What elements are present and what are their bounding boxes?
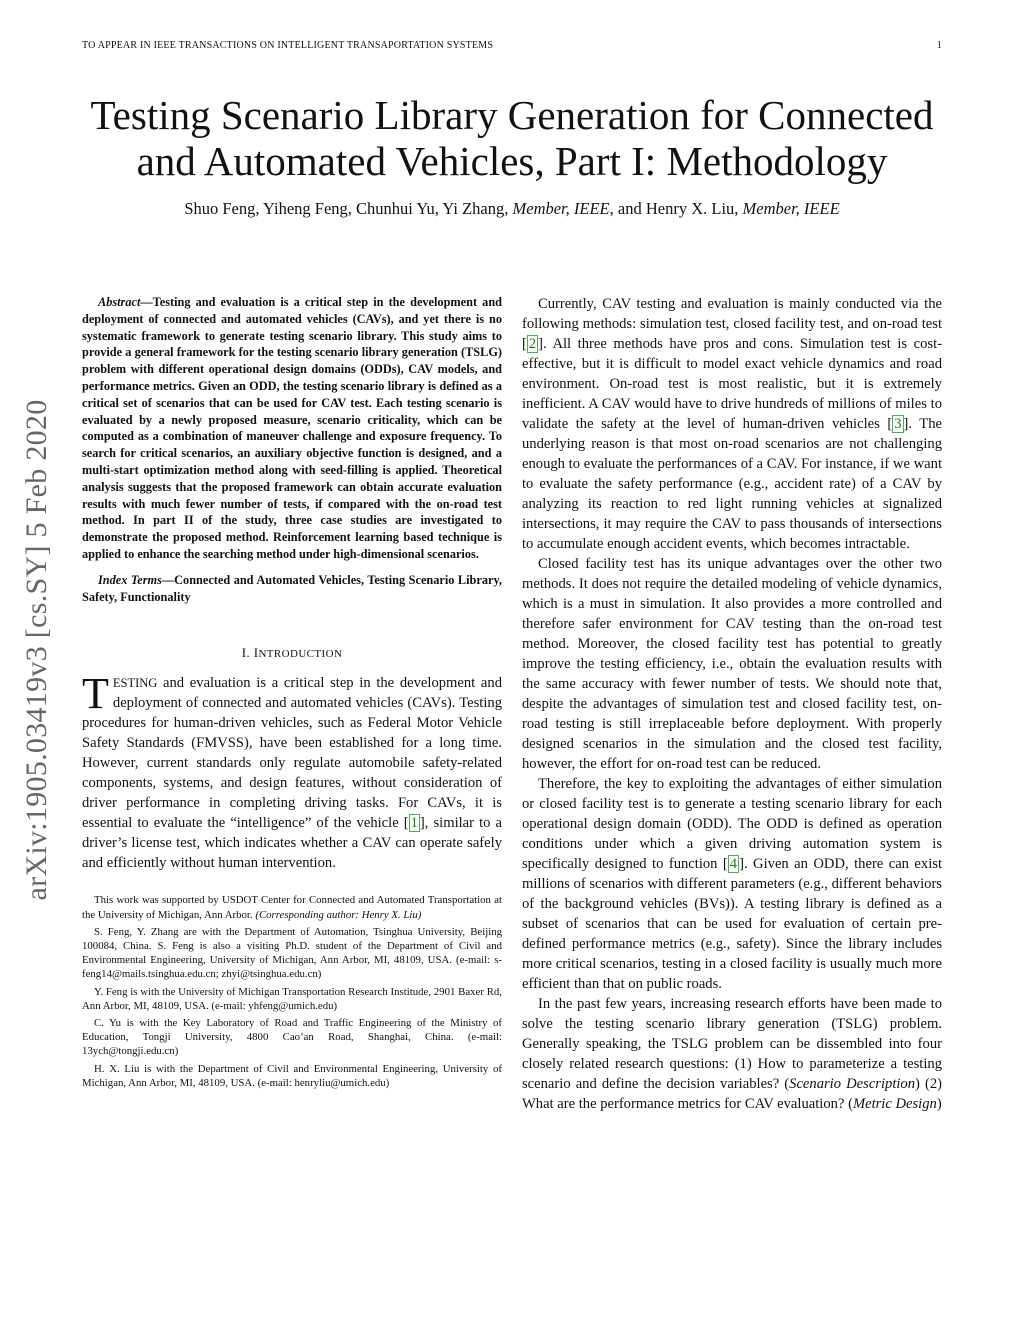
intro-small-caps: ESTING <box>112 676 158 691</box>
index-terms <box>82 572 502 606</box>
title-line-1: Testing Scenario Library Generation for Connected <box>90 92 934 138</box>
footnote-affiliation: C. Yu is with the Key Laboratory of Road and Traffic Engineering of the Ministry of Education, Tongji University, 4800 Cao’an Road, Shanghai, China. (e-mail: 13ych@tongji.edu.cn) <box>82 1016 502 1058</box>
emphasis-text: Metric Design <box>852 1096 937 1112</box>
paragraph-text: ]. The underlying reason is that most on-road scenarios are not challenging enough to evaluate the performances of a CAV. For instance, if we want to evaluate the safety performance (e.g., accident rate) of a CAV by analyzing its reaction to red light running vehicles at signalized intersections, it may require the CAV to pass thousands of intersections to accumulate enough accident events, which becomes intractable. <box>522 416 942 552</box>
footnote-text: This work was supported by USDOT Center for Connected and Automated Transportation at the University of Michigan, Ann Arbor. <box>82 894 502 921</box>
index-terms-text: —Connected and Automated Vehicles, Testing Scenario Library, Safety, Functionality <box>82 572 502 604</box>
author-names-last: , and Henry X. Liu, <box>609 199 743 218</box>
arxiv-identifier: arXiv:1905.03419v3 [cs.SY] 5 Feb 2020 <box>20 399 53 901</box>
intro-text-b: ], similar to a driver’s license test, which indicates whether a CAV can operate safely and efficiently without human intervention. <box>82 815 502 872</box>
intro-text-a: and evaluation is a critical step in the development and deployment of connected and automated vehicles (CAVs). Testing procedures for human-driven vehicles, such as Federal Motor Vehicle Safety Standards (FMVSS), have been established for a long time. However, current standards only regulate automobile safety-related components, systems, and design features, without consideration of driver performance in completing driving tasks. For CAVs, it is essential to evaluate the “intelligence” of the vehicle [ <box>82 675 502 832</box>
paper-title <box>60 92 964 184</box>
page-number: 1 <box>936 40 942 51</box>
footnote-affiliation: Y. Feng is with the University of Michigan Transportation Research Institude, 2901 Baxer Rd, Ann Arbor, MI, 48109, USA. (e-mail: yhfeng@umich.edu) <box>82 985 502 1012</box>
left-column <box>82 294 502 1093</box>
paragraph-text: Currently, CAV testing and evaluation is mainly conducted via the following methods: simulation test, closed facility test, and on-road test [ <box>522 296 942 352</box>
index-terms-label: Index Terms <box>98 572 162 587</box>
citation-link[interactable]: 2 <box>528 336 537 352</box>
footnotes <box>82 893 502 1090</box>
author-list <box>60 199 964 219</box>
citation-link[interactable]: 3 <box>894 416 902 432</box>
section-heading-introduction <box>82 645 502 661</box>
paragraph-tslg <box>522 994 942 1114</box>
footnote-italic: (Corresponding author: Henry X. Liu) <box>255 908 422 921</box>
paragraph-text: ) (2) What are the performance metrics for CAV evaluation? ( <box>522 1076 942 1112</box>
title-line-2: and Automated Vehicles, Part I: Methodology <box>136 138 888 184</box>
section-title-rest: NTRODUCTION <box>258 648 343 661</box>
paragraph-text: ]. All three methods have pros and cons. Simulation test is cost-effective, but it is difficult to model exact vehicle dynamics and road environment. On-road test is most realistic, but it is extremely inefficient. A CAV would have to drive hundreds of millions of miles to validate the safety at the level of human-driven vehicles [ <box>522 336 942 432</box>
abstract-label: Abstract <box>98 295 141 309</box>
abstract-text: —Testing and evaluation is a critical step in the development and deployment of connected and automated vehicles (CAVs), and yet there is no systematic framework to generate testing scenario library. This study aims to provide a general framework for the testing scenario library generation (TSLG) problem with different operational design domains (ODDs), CAV models, and performance metrics. Given an ODD, the testing scenario library is defined as a critical set of scenarios that can be used for CAV test. Each testing scenario is evaluated by a newly proposed measure, scenario criticality, which can be computed as a combination of maneuver challenge and exposure frequency. To search for critical scenarios, an auxiliary objective function is designed, and a multi-start optimization method along with seed-filling is applied. Theoretical analysis suggests that the proposed framework can obtain accurate evaluation results with much fewer number of tests, if compared with the on-road test method. In part II of the study, three case studies are investigated to demonstrate the proposed method. Reinforcement learning based technique is applied to enhance the searching method under high-dimensional scenarios. <box>82 295 502 561</box>
author-names: Shuo Feng, Yiheng Feng, Chunhui Yu, Yi Zhang, <box>184 199 513 218</box>
citation-link[interactable]: 1 <box>410 815 418 832</box>
author-membership-last: Member, IEEE <box>742 199 840 218</box>
right-column-body <box>522 294 942 1114</box>
abstract <box>82 294 502 563</box>
paragraph-closed-facility: Closed facility test has its unique advantages over the other two methods. It does not require the detailed modeling of vehicle dynamics, which is a must in simulation. It also provides a more controlled and therefore safer environment for CAV testing than the on-road test method. Moreover, the closed facility test has potential to greatly improve the testing efficiency, i.e., obtain the evaluation results with the same accuracy with fewer number of tests. We should note that, despite the advantages of simulation test and closed facility test, on-road testing is still irreplaceable before deployment. With properly designed scenarios in the simulation and the closed test facility, however, the effort for on-road test can be reduced. <box>522 556 942 772</box>
paragraph-testing-methods <box>522 294 942 554</box>
author-membership: Member, IEEE <box>512 199 610 218</box>
right-column <box>522 294 942 1114</box>
paragraph-text: In the past few years, increasing research efforts have been made to solve the testing scenario library generation (TSLG) problem. Generally speaking, the TSLG problem can be dissembled into four closely related research questions: (1) How to parameterize a testing scenario and define the decision variables? ( <box>522 996 942 1092</box>
footnote-affiliation: H. X. Liu is with the Department of Civil and Environmental Engineering, University of Michigan, Ann Arbor, MI, 48109, USA. (e-mail: henryliu@umich.edu) <box>82 1062 502 1089</box>
drop-cap: T <box>82 669 109 719</box>
footnote-funding <box>82 893 502 921</box>
arxiv-stamp <box>14 365 60 935</box>
emphasis-text: Scenario Description <box>789 1076 916 1092</box>
intro-paragraph <box>82 669 502 873</box>
journal-name: TO APPEAR IN IEEE TRANSACTIONS ON INTELLIGENT TRANSAPORTATION SYSTEMS <box>82 40 494 51</box>
section-numeral: I. <box>241 645 254 661</box>
paragraph-text: ) <box>936 1096 942 1112</box>
running-header <box>82 40 942 56</box>
paragraph-text: Therefore, the key to exploiting the advantages of either simulation or closed facility test is to generate a testing scenario library for each operational design domain (ODD). The ODD is defined as operation conditions under which a given driving automation system is specifically designed to function [ <box>522 776 942 872</box>
paragraph-text: ]. Given an ODD, there can exist millions of scenarios with different parameters (e.g., different behaviors of the background vehicles (BVs)). A testing library is defined as a subset of scenarios that can be used for evaluation of certain pre-defined performance metrics (e.g., safety). Since the library includes more critical scenarios, testing in a closed facility is usually much more efficient than that on public roads. <box>522 856 942 992</box>
paragraph-odd <box>522 774 942 994</box>
citation-link[interactable]: 4 <box>729 856 738 872</box>
footnote-affiliation: S. Feng, Y. Zhang are with the Department of Automation, Tsinghua University, Beijing 100084, China. S. Feng is also a visiting Ph.D. student of the Department of Civil and Environmental Engineering, University of Michigan, Ann Arbor, MI, 48109, USA. (e-mail: s-feng14@mails.tsinghua.edu.cn; zhyi@tsinghua.edu.cn) <box>82 925 502 981</box>
section-initial: I <box>253 645 259 661</box>
